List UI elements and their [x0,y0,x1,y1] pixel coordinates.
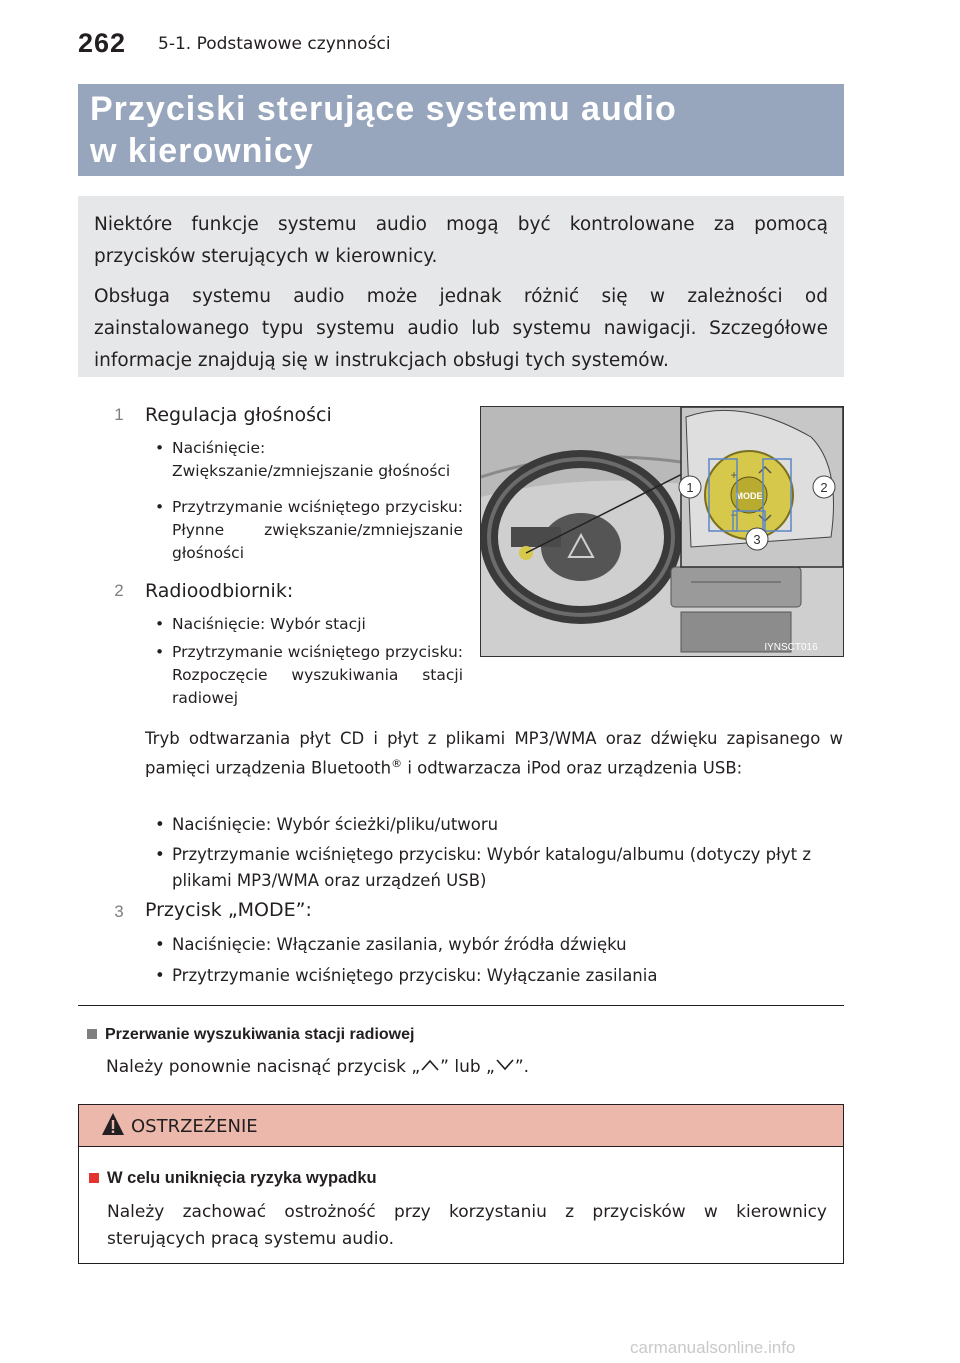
dashboard-drawing [481,407,843,656]
item-number-3: 3 [108,901,130,923]
bullet-item: • Naciśnięcie: Wybór ścieżki/pliku/utworu [155,815,499,834]
bullet-item: • Naciśnięcie: Wybór stacji [155,615,366,633]
bullet-item: • Przytrzymanie wciśniętego przycisku: Wyłączanie zasilania [155,966,658,985]
chevron-down-icon [495,1057,515,1077]
warning-heading: W celu uniknięcia ryzyka wypadku [89,1169,377,1188]
square-bullet-icon [87,1029,97,1039]
item-title-radio: Radioodbiornik: [145,580,294,602]
item-number-2: 2 [108,580,130,602]
page-title [78,84,844,176]
illustration-code: IYNSCT016 [764,642,818,653]
intro-box [78,196,844,377]
square-bullet-icon [89,1173,99,1183]
playback-mode-paragraph: Tryb odtwarzania płyt CD i płyt z plikami MP3/WMA oraz dźwięku zapisanego w pamięci urządzenia Bluetooth® i odtwarzacza iPod oraz urządzenia USB: [145,729,843,778]
divider [78,1005,844,1006]
section-header: 5-1. Podstawowe czynności [158,34,391,54]
callout-2: 2 [820,480,828,495]
callout-1: 1 [686,480,694,495]
item-number-1: 1 [108,404,130,426]
intro-paragraph-1: Niektóre funkcje systemu audio mogą być kontrolowane za pomocą przycisków sterujących w kierownicy. [94,214,828,267]
steering-wheel-illustration [480,406,844,657]
page-title-line1: Przyciski sterujące systemu audio [90,90,677,128]
note-text: Należy ponownie nacisnąć przycisk „ ” lub „ ”. [106,1057,530,1077]
page-title-line2: w kierownicy [90,132,314,170]
bullet-item: • Przytrzymanie wciśniętego przycisku: Wybór katalogu/albumu (dotyczy płyt z plikami MP3/WMA oraz urządzeń USB) [155,845,811,890]
bullet-item: • Naciśnięcie: Zwiększanie/zmniejszanie głośności [155,439,451,480]
bullet-item: • Przytrzymanie wciśniętego przycisku: Rozpoczęcie wyszukiwania stacji radiowej [155,643,463,707]
svg-text:−: − [730,508,738,522]
callout-3: 3 [753,532,761,547]
note-heading: Przerwanie wyszukiwania stacji radiowej [87,1026,414,1044]
bullet-item: • Naciśnięcie: Włączanie zasilania, wybór źródła dźwięku [155,935,627,954]
item-title-volume: Regulacja głośności [145,404,332,426]
warning-box [78,1104,844,1264]
chevron-up-icon [420,1057,440,1077]
bullet-item: • Przytrzymanie wciśniętego przycisku: Płynne zwiększanie/zmniejszanie głośności [155,498,463,562]
warning-header [79,1105,843,1147]
page-number: 262 [78,28,127,58]
warning-text: Należy zachować ostrożność przy korzystaniu z przycisków w kierownicy sterujących pracą systemu audio. [107,1202,827,1249]
warning-triangle-icon [101,1112,125,1140]
item-title-mode: Przycisk „MODE”: [145,899,312,921]
svg-text:+: + [730,468,738,482]
watermark: carmanualsonline.info [630,1338,796,1357]
warning-label: OSTRZEŻENIE [131,1116,258,1137]
intro-paragraph-2: Obsługa systemu audio może jednak różnić się w zależności od zainstalowanego typu systemu audio lub systemu nawigacji. Szczegółowe informacje znajdują się w instrukcjach obsługi tych systemów. [94,286,828,371]
mode-button-label: MODE [735,491,763,501]
